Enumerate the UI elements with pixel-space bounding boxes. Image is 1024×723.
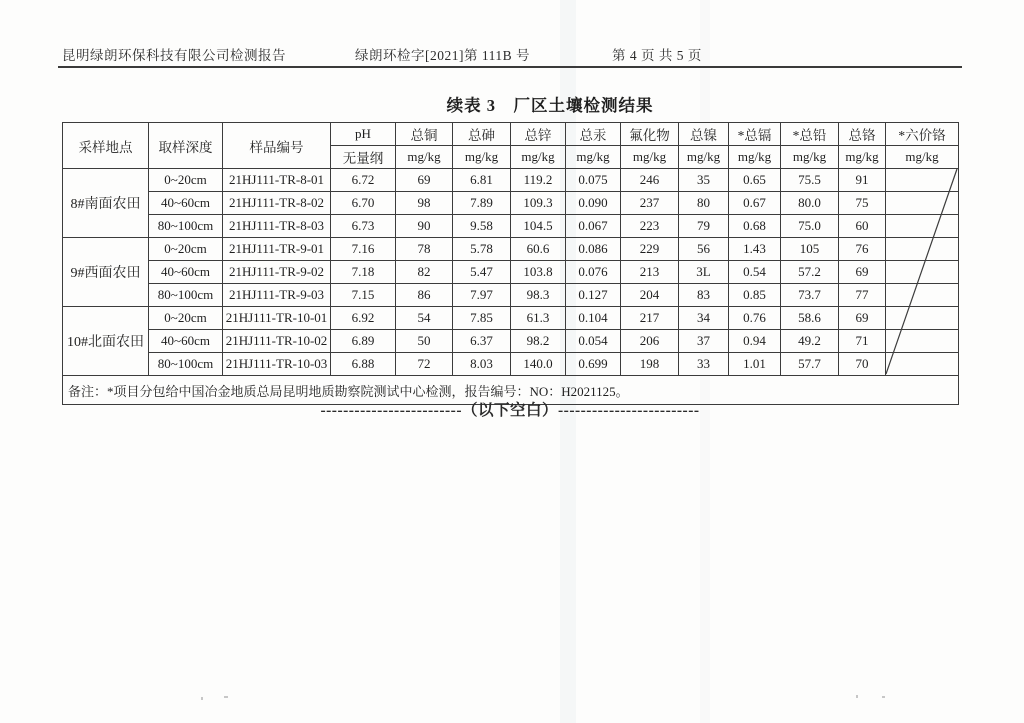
value-cell: 5.47 — [453, 261, 511, 284]
unit-zn: mg/kg — [511, 146, 566, 169]
col-header-ph: pH — [331, 123, 396, 146]
report-company-title: 昆明绿朗环保科技有限公司检测报告 — [62, 48, 286, 63]
value-cell: 198 — [621, 353, 679, 376]
value-cell: 69 — [839, 307, 886, 330]
value-cell: 6.73 — [331, 215, 396, 238]
value-cell: 8.03 — [453, 353, 511, 376]
value-cell: 83 — [679, 284, 729, 307]
value-cell: 70 — [839, 353, 886, 376]
value-cell: 80.0 — [781, 192, 839, 215]
depth-cell: 40~60cm — [149, 330, 223, 353]
depth-cell: 40~60cm — [149, 261, 223, 284]
depth-cell: 80~100cm — [149, 215, 223, 238]
value-cell: 204 — [621, 284, 679, 307]
value-cell: 60.6 — [511, 238, 566, 261]
cr6-empty-cell — [886, 192, 959, 215]
sample-id-cell: 21HJ111-TR-9-03 — [223, 284, 331, 307]
value-cell: 80 — [679, 192, 729, 215]
soil-results-table — [62, 122, 958, 405]
value-cell: 75.5 — [781, 169, 839, 192]
value-cell: 9.58 — [453, 215, 511, 238]
sample-id-cell: 21HJ111-TR-10-03 — [223, 353, 331, 376]
value-cell: 105 — [781, 238, 839, 261]
value-cell: 0.075 — [566, 169, 621, 192]
value-cell: 213 — [621, 261, 679, 284]
value-cell: 79 — [679, 215, 729, 238]
sample-id-cell: 21HJ111-TR-8-03 — [223, 215, 331, 238]
results-table — [62, 122, 959, 405]
col-header-sample-id: 样品编号 — [223, 123, 331, 169]
value-cell: 0.699 — [566, 353, 621, 376]
scan-speck — [882, 696, 885, 698]
value-cell: 82 — [396, 261, 453, 284]
value-cell: 58.6 — [781, 307, 839, 330]
value-cell: 78 — [396, 238, 453, 261]
value-cell: 0.086 — [566, 238, 621, 261]
table-row — [63, 307, 959, 330]
cr6-empty-cell — [886, 284, 959, 307]
value-cell: 75.0 — [781, 215, 839, 238]
depth-cell: 0~20cm — [149, 238, 223, 261]
value-cell: 7.15 — [331, 284, 396, 307]
location-cell: 10#北面农田 — [63, 307, 149, 376]
value-cell: 6.81 — [453, 169, 511, 192]
unit-cd: mg/kg — [729, 146, 781, 169]
value-cell: 229 — [621, 238, 679, 261]
table-row — [63, 261, 959, 284]
unit-cu: mg/kg — [396, 146, 453, 169]
value-cell: 91 — [839, 169, 886, 192]
table-row — [63, 238, 959, 261]
sample-id-cell: 21HJ111-TR-9-01 — [223, 238, 331, 261]
value-cell: 61.3 — [511, 307, 566, 330]
sample-id-cell: 21HJ111-TR-9-02 — [223, 261, 331, 284]
value-cell: 246 — [621, 169, 679, 192]
value-cell: 223 — [621, 215, 679, 238]
value-cell: 86 — [396, 284, 453, 307]
value-cell: 0.67 — [729, 192, 781, 215]
col-header-zn: 总锌 — [511, 123, 566, 146]
value-cell: 77 — [839, 284, 886, 307]
value-cell: 0.090 — [566, 192, 621, 215]
value-cell: 71 — [839, 330, 886, 353]
cr6-empty-cell — [886, 238, 959, 261]
value-cell: 3L — [679, 261, 729, 284]
sample-id-cell: 21HJ111-TR-10-01 — [223, 307, 331, 330]
cr6-empty-cell — [886, 307, 959, 330]
page-header — [0, 44, 1024, 64]
value-cell: 98.3 — [511, 284, 566, 307]
col-header-pb: *总铅 — [781, 123, 839, 146]
value-cell: 7.89 — [453, 192, 511, 215]
value-cell: 119.2 — [511, 169, 566, 192]
unit-pb: mg/kg — [781, 146, 839, 169]
location-cell: 9#西面农田 — [63, 238, 149, 307]
value-cell: 57.7 — [781, 353, 839, 376]
remark-cell: 备注：*项目分包给中国冶金地质总局昆明地质勘察院测试中心检测，报告编号：NO：H2021125。 — [63, 376, 959, 405]
unit-cr6: mg/kg — [886, 146, 959, 169]
value-cell: 109.3 — [511, 192, 566, 215]
depth-cell: 0~20cm — [149, 307, 223, 330]
table-header-row — [63, 123, 959, 146]
unit-as: mg/kg — [453, 146, 511, 169]
value-cell: 7.18 — [331, 261, 396, 284]
value-cell: 237 — [621, 192, 679, 215]
depth-cell: 80~100cm — [149, 284, 223, 307]
value-cell: 103.8 — [511, 261, 566, 284]
value-cell: 6.88 — [331, 353, 396, 376]
blank-below-notice: -------------------------（以下空白）------------------------- — [320, 402, 700, 419]
value-cell: 72 — [396, 353, 453, 376]
value-cell: 7.85 — [453, 307, 511, 330]
unit-f: mg/kg — [621, 146, 679, 169]
col-header-hg: 总汞 — [566, 123, 621, 146]
table-title: 续表 3 厂区土壤检测结果 — [446, 96, 654, 115]
depth-cell: 0~20cm — [149, 169, 223, 192]
value-cell: 7.16 — [331, 238, 396, 261]
value-cell: 0.94 — [729, 330, 781, 353]
value-cell: 35 — [679, 169, 729, 192]
unit-ni: mg/kg — [679, 146, 729, 169]
value-cell: 50 — [396, 330, 453, 353]
sample-id-cell: 21HJ111-TR-10-02 — [223, 330, 331, 353]
value-cell: 6.89 — [331, 330, 396, 353]
value-cell: 0.104 — [566, 307, 621, 330]
value-cell: 0.76 — [729, 307, 781, 330]
value-cell: 0.68 — [729, 215, 781, 238]
depth-cell: 40~60cm — [149, 192, 223, 215]
col-header-cd: *总镉 — [729, 123, 781, 146]
page-number: 第 4 页 共 5 页 — [612, 48, 702, 63]
unit-hg: mg/kg — [566, 146, 621, 169]
value-cell: 76 — [839, 238, 886, 261]
value-cell: 206 — [621, 330, 679, 353]
table-row — [63, 330, 959, 353]
value-cell: 0.85 — [729, 284, 781, 307]
value-cell: 0.076 — [566, 261, 621, 284]
value-cell: 6.70 — [331, 192, 396, 215]
col-header-cu: 总铜 — [396, 123, 453, 146]
value-cell: 90 — [396, 215, 453, 238]
value-cell: 49.2 — [781, 330, 839, 353]
cr6-empty-cell — [886, 169, 959, 192]
report-number: 绿朗环检字[2021]第 111B 号 — [355, 48, 530, 63]
table-row — [63, 215, 959, 238]
cr6-empty-cell — [886, 261, 959, 284]
value-cell: 1.43 — [729, 238, 781, 261]
table-row — [63, 169, 959, 192]
table-row — [63, 284, 959, 307]
value-cell: 217 — [621, 307, 679, 330]
cr6-empty-cell — [886, 215, 959, 238]
value-cell: 54 — [396, 307, 453, 330]
value-cell: 6.72 — [331, 169, 396, 192]
value-cell: 34 — [679, 307, 729, 330]
value-cell: 7.97 — [453, 284, 511, 307]
value-cell: 98.2 — [511, 330, 566, 353]
value-cell: 57.2 — [781, 261, 839, 284]
value-cell: 0.054 — [566, 330, 621, 353]
cr6-empty-cell — [886, 330, 959, 353]
table-row — [63, 353, 959, 376]
value-cell: 69 — [396, 169, 453, 192]
value-cell: 0.127 — [566, 284, 621, 307]
unit-cr: mg/kg — [839, 146, 886, 169]
value-cell: 6.92 — [331, 307, 396, 330]
value-cell: 69 — [839, 261, 886, 284]
value-cell: 73.7 — [781, 284, 839, 307]
value-cell: 60 — [839, 215, 886, 238]
value-cell: 140.0 — [511, 353, 566, 376]
table-row — [63, 192, 959, 215]
col-header-depth: 取样深度 — [149, 123, 223, 169]
depth-cell: 80~100cm — [149, 353, 223, 376]
value-cell: 75 — [839, 192, 886, 215]
value-cell: 5.78 — [453, 238, 511, 261]
value-cell: 0.067 — [566, 215, 621, 238]
sample-id-cell: 21HJ111-TR-8-02 — [223, 192, 331, 215]
col-header-location: 采样地点 — [63, 123, 149, 169]
scan-speck — [224, 696, 228, 698]
location-cell: 8#南面农田 — [63, 169, 149, 238]
col-header-as: 总砷 — [453, 123, 511, 146]
value-cell: 98 — [396, 192, 453, 215]
col-header-f: 氟化物 — [621, 123, 679, 146]
sample-id-cell: 21HJ111-TR-8-01 — [223, 169, 331, 192]
header-rule — [58, 66, 962, 68]
value-cell: 1.01 — [729, 353, 781, 376]
value-cell: 33 — [679, 353, 729, 376]
col-header-cr: 总铬 — [839, 123, 886, 146]
col-header-cr6: *六价铬 — [886, 123, 959, 146]
value-cell: 104.5 — [511, 215, 566, 238]
unit-ph: 无量纲 — [331, 146, 396, 169]
value-cell: 6.37 — [453, 330, 511, 353]
value-cell: 0.65 — [729, 169, 781, 192]
value-cell: 37 — [679, 330, 729, 353]
value-cell: 0.54 — [729, 261, 781, 284]
col-header-ni: 总镍 — [679, 123, 729, 146]
scan-speck — [201, 697, 203, 700]
value-cell: 56 — [679, 238, 729, 261]
cr6-empty-cell — [886, 353, 959, 376]
scan-speck — [856, 695, 858, 698]
